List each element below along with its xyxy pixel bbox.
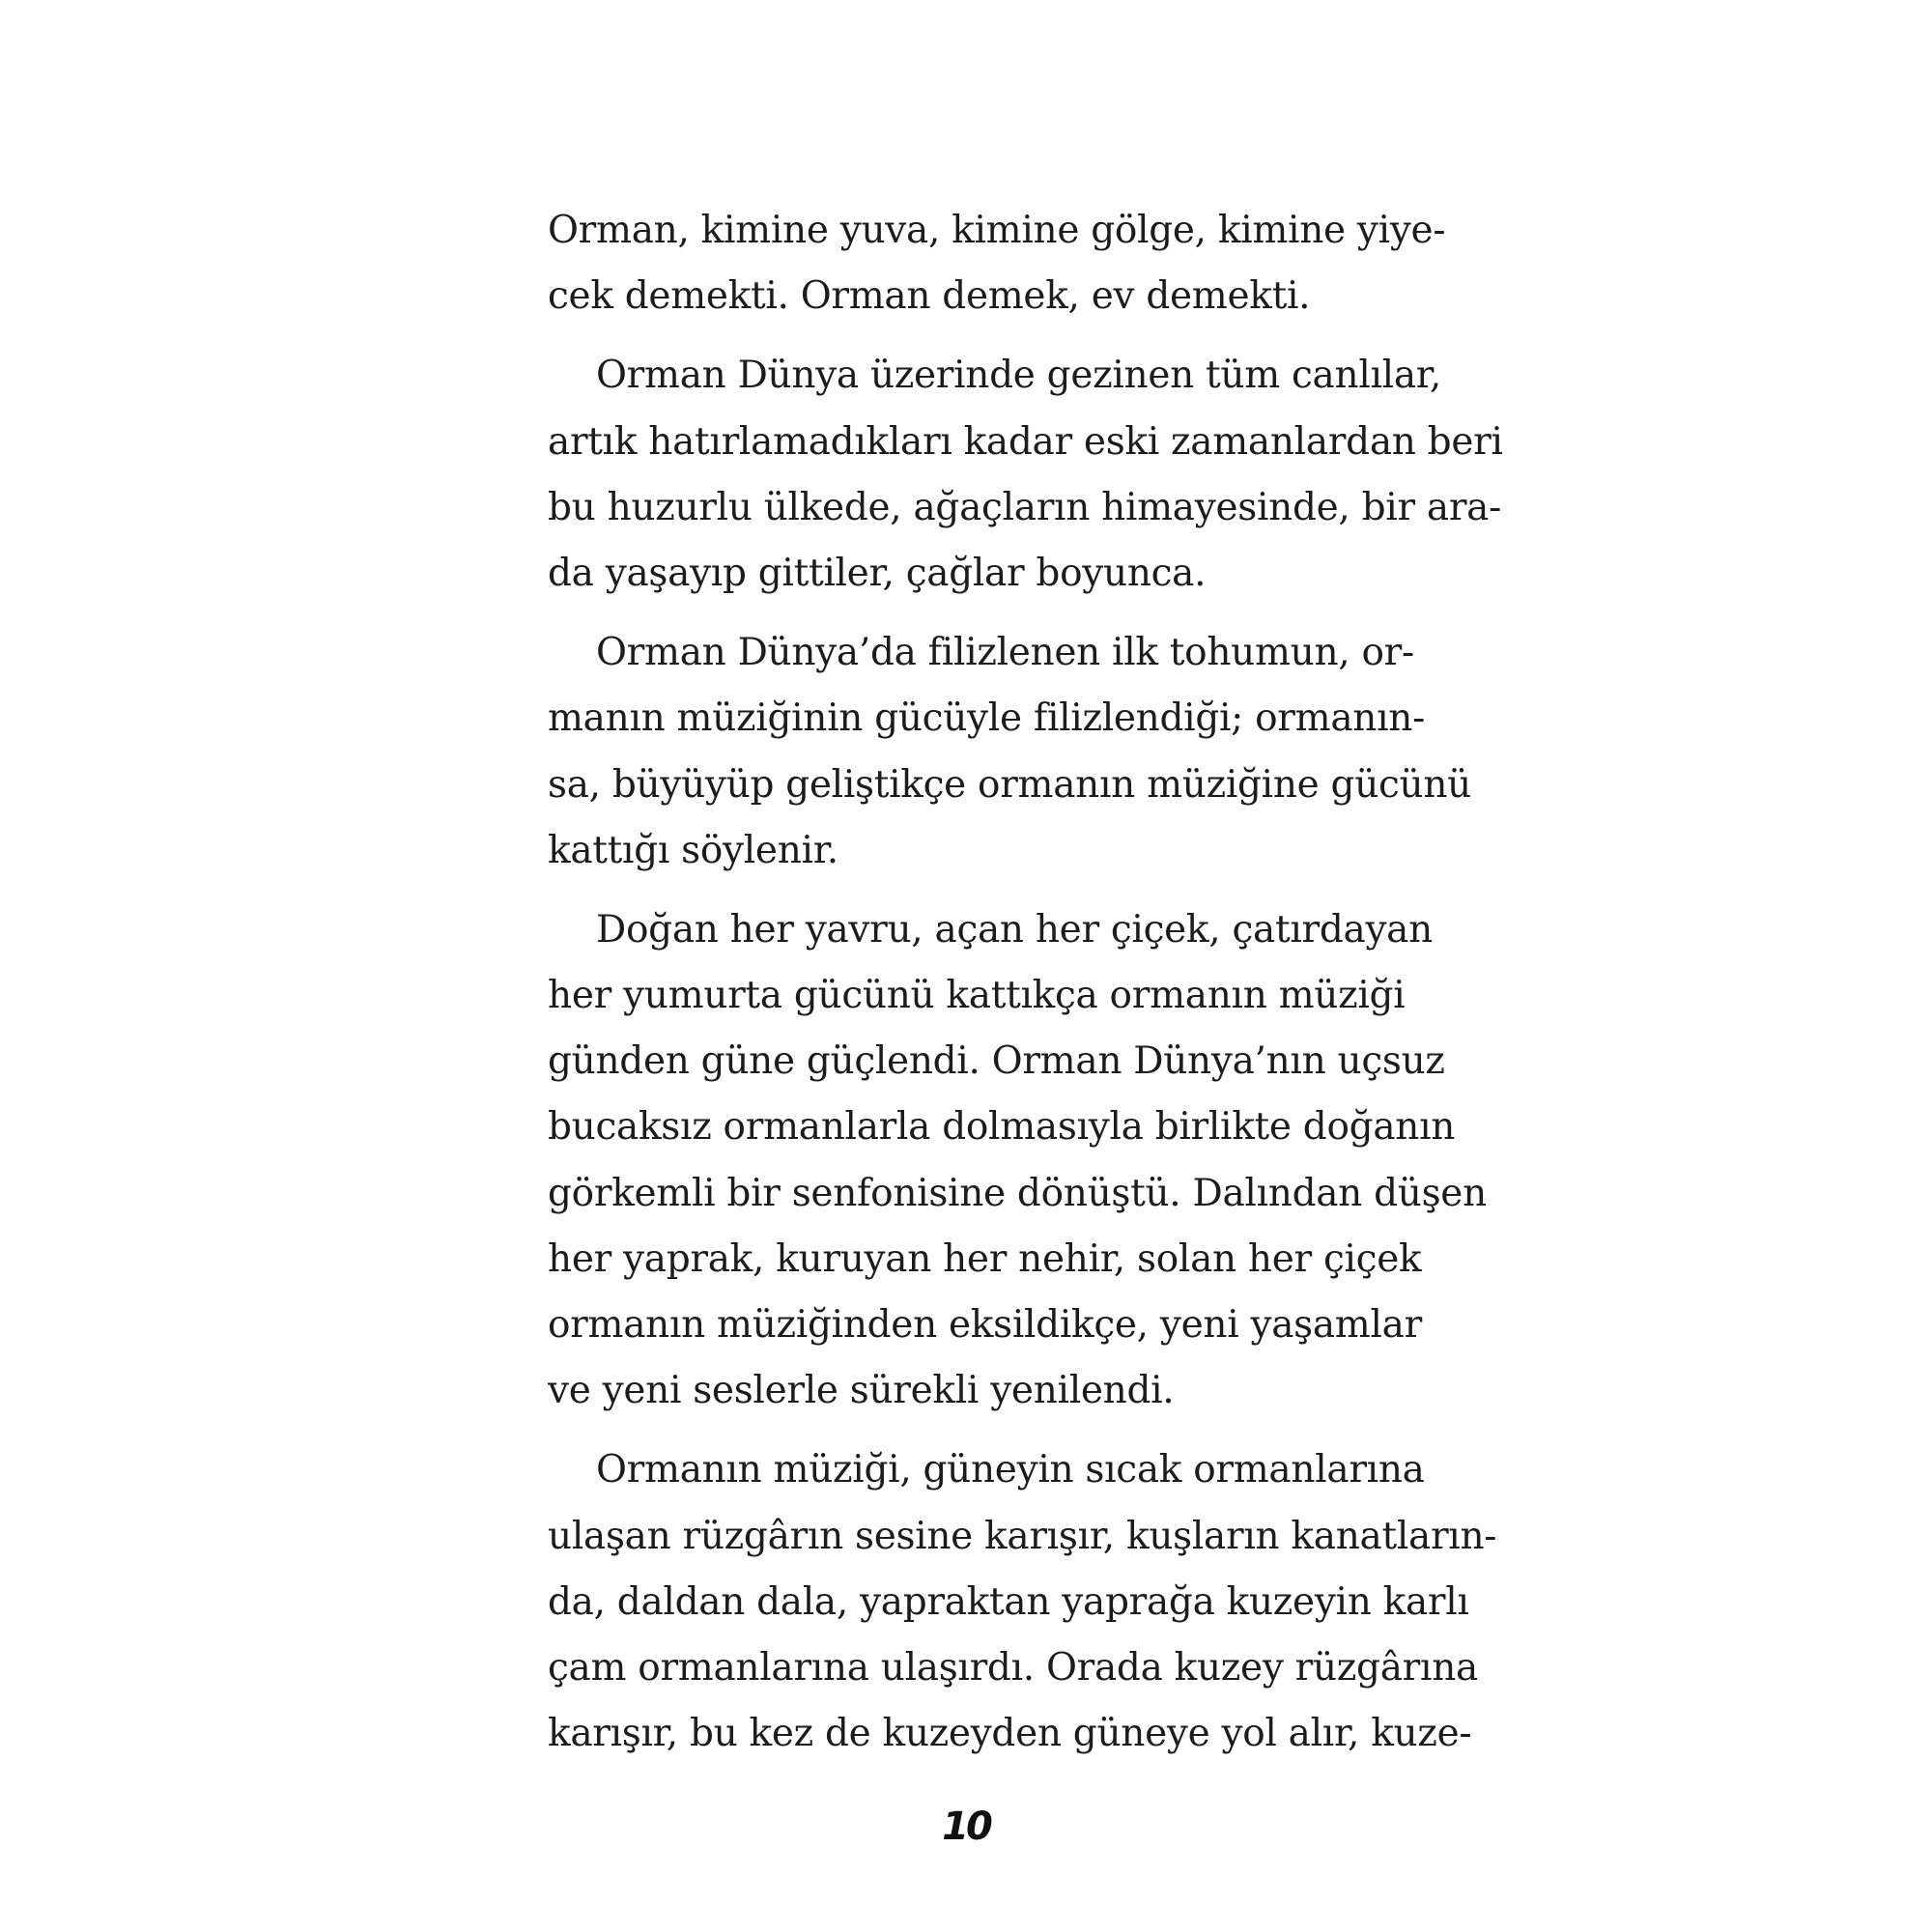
page-number: 10 xyxy=(942,1804,990,1849)
text-line: artık hatırlamadıkları kadar eski zamanlardan beri xyxy=(548,419,1503,464)
text-line: sa, büyüyüp geliştikçe ormanın müziğine gücünü xyxy=(548,762,1472,807)
body-text xyxy=(548,198,1503,1767)
text-line: cek demekti. Orman demek, ev demekti. xyxy=(548,274,1311,319)
text-line: kattığı söylenir. xyxy=(548,828,838,872)
text-line: bu huzurlu ülkede, ağaçların himayesinde, bir ara- xyxy=(548,485,1502,529)
paragraph xyxy=(548,343,1503,607)
text-line: her yumurta gücünü kattıkça ormanın müziği xyxy=(548,974,1406,1018)
paragraph xyxy=(548,1437,1497,1767)
text-line: manın müziğinin gücüyle filizlendiği; ormanın- xyxy=(548,696,1425,741)
text-line: Orman Dünya üzerinde gezinen tüm canlılar, xyxy=(596,354,1441,398)
text-line: karışır, bu kez de kuzeyden güneye yol alır, kuze- xyxy=(548,1712,1472,1756)
text-line: Orman, kimine yuva, kimine gölge, kimine yiye- xyxy=(548,209,1446,252)
text-line: da, daldan dala, yapraktan yaprağa kuzeyin karlı xyxy=(548,1579,1469,1624)
text-line: Orman Dünya’da filizlenen ilk tohumun, or- xyxy=(596,631,1414,675)
paragraph xyxy=(548,198,1446,329)
text-line: bucaksız ormanlarla dolmasıyla birlikte doğanın xyxy=(548,1105,1456,1150)
text-line: ve yeni seslerle sürekli yenilendi. xyxy=(548,1369,1175,1413)
paragraph xyxy=(548,897,1487,1425)
text-line: her yaprak, kuruyan her nehir, solan her çiçek xyxy=(548,1236,1422,1281)
text-line: Ormanın müziği, güneyin sıcak ormanlarına xyxy=(596,1448,1425,1492)
text-line: günden güne güçlendi. Orman Dünya’nın uçsuz xyxy=(548,1039,1445,1084)
text-line: ormanın müziğinden eksildikçe, yeni yaşamlar xyxy=(548,1303,1422,1347)
text-line: da yaşayıp gittiler, çağlar boyunca. xyxy=(548,551,1207,595)
text-line: ulaşan rüzgârın sesine karışır, kuşların kanatların- xyxy=(548,1514,1497,1558)
text-line: Doğan her yavru, açan her çiçek, çatırdayan xyxy=(596,907,1433,952)
text-line: çam ormanlarına ulaşırdı. Orada kuzey rüzgârına xyxy=(548,1645,1478,1690)
paragraph xyxy=(548,620,1472,884)
text-line: görkemli bir senfonisine dönüştü. Dalından düşen xyxy=(548,1171,1487,1215)
